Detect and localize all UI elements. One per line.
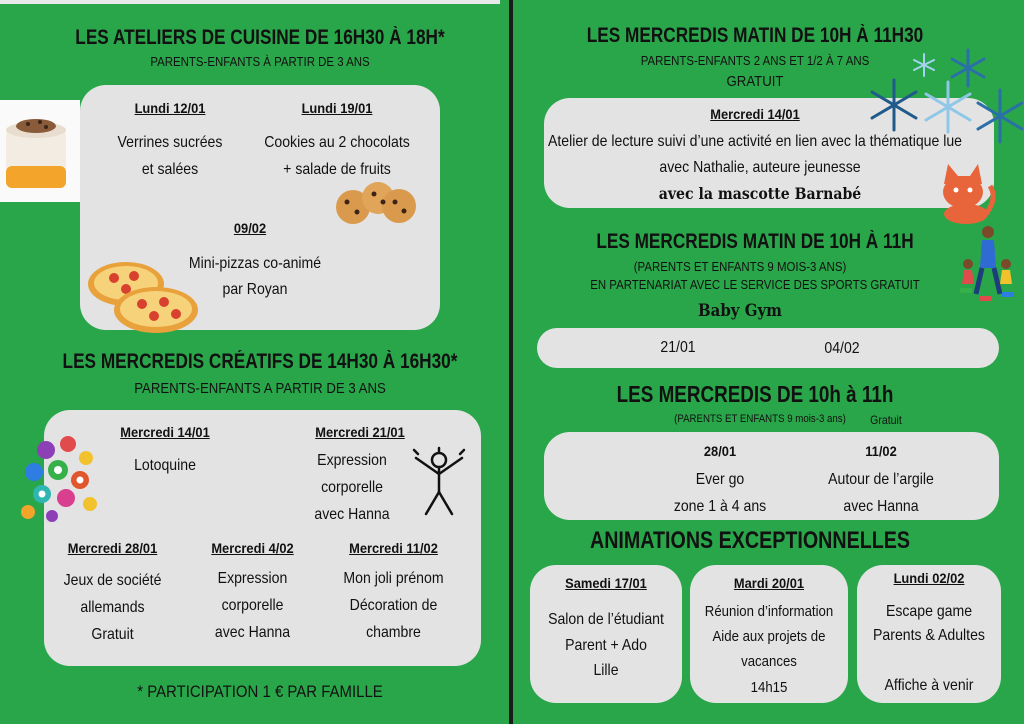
creatifs-item-3-line3: Gratuit <box>91 626 134 643</box>
creatifs-item-3-line2: allemands <box>80 599 145 616</box>
babygym-title: LES MERCREDIS MATIN DE 10H À 11H <box>596 230 914 253</box>
animation-date-3: Lundi 02/02 <box>893 570 965 586</box>
mercredis-item-1-line2: zone 1 à 4 ans <box>673 498 767 515</box>
mercredis-date-1: 28/01 <box>703 443 737 459</box>
babygym-dates-box <box>537 328 999 368</box>
creatifs-date-5: Mercredi 11/02 <box>349 540 438 556</box>
animation-3-line2: Parents & Adultes <box>873 627 985 644</box>
cuisine-item-1-line2: et salées <box>141 161 199 178</box>
creatifs-date-1: Mercredi 14/01 <box>120 424 210 440</box>
mercredis-date-2: 11/02 <box>865 443 897 459</box>
cuisine-date-1: Lundi 12/01 <box>134 100 206 116</box>
lecture-line-1: Atelier de lecture suivi d’une activité en lien avec la thématique lue <box>547 133 963 150</box>
babygym-subtitle-2: EN PARTENARIAT AVEC LE SERVICE DES SPORTS GRATUIT <box>590 277 920 292</box>
animation-3-line3: Affiche à venir <box>884 677 974 694</box>
creatifs-item-2-line3: avec Hanna <box>314 506 390 523</box>
animation-date-2: Mardi 20/01 <box>733 575 805 591</box>
column-divider <box>509 0 513 724</box>
animation-date-1: Samedi 17/01 <box>565 575 647 591</box>
animation-2-line4: 14h15 <box>750 679 788 696</box>
cuisine-title: LES ATELIERS DE CUISINE DE 16H30 À 18H* <box>75 26 445 49</box>
cuisine-subtitle: PARENTS-ENFANTS À PARTIR DE 3 ANS <box>150 54 370 69</box>
lecture-subtitle-2: GRATUIT <box>726 73 784 90</box>
creatifs-item-4-line3: avec Hanna <box>214 624 291 641</box>
mercredis-title: LES MERCREDIS DE 10h à 11h <box>616 381 894 407</box>
creatifs-date-3: Mercredi 28/01 <box>67 540 158 556</box>
creatifs-subtitle: PARENTS-ENFANTS A PARTIR DE 3 ANS <box>134 380 386 397</box>
babygym-name: Baby Gym <box>697 301 782 321</box>
cuisine-item-2-line2: + salade de fruits <box>283 161 391 178</box>
lecture-line-3: avec la mascotte Barnabé <box>658 184 862 203</box>
babygym-date-1: 21/01 <box>660 339 696 356</box>
person-stretch-icon <box>408 446 470 518</box>
cuisine-date-2: Lundi 19/01 <box>301 100 373 116</box>
mercredis-item-2-line1: Autour de l’argile <box>828 471 934 488</box>
creatifs-date-4: Mercredi 4/02 <box>211 540 294 556</box>
cuisine-item-1-line1: Verrines sucrées <box>117 134 223 151</box>
animations-title: ANIMATIONS EXCEPTIONNELLES <box>589 527 911 554</box>
creatifs-item-4-line1: Expression <box>217 570 288 587</box>
mercredis-item-2-line2: avec Hanna <box>843 498 919 515</box>
cuisine-item-2-line1: Cookies au 2 chocolats <box>264 134 410 151</box>
animation-3-line1: Escape game <box>885 603 973 620</box>
cat-mascot-image <box>936 158 998 224</box>
top-rule <box>0 0 500 4</box>
cuisine-item-3-line1: Mini-pizzas co-animé <box>188 255 322 272</box>
animation-1-line1: Salon de l’étudiant <box>548 611 664 628</box>
pizza-image <box>86 258 202 336</box>
lotto-balls-image <box>16 432 106 524</box>
animation-2-line2: Aide aux projets de <box>712 628 826 645</box>
creatifs-item-5-line3: chambre <box>366 624 421 641</box>
creatifs-item-1-line1: Lotoquine <box>134 457 196 474</box>
cuisine-date-3: 09/02 <box>233 220 267 236</box>
verrine-image <box>0 100 80 202</box>
animation-2-line3: vacances <box>741 653 797 670</box>
lecture-title: LES MERCREDIS MATIN DE 10H À 11H30 <box>586 24 924 47</box>
lecture-date: Mercredi 14/01 <box>710 106 800 122</box>
creatifs-item-5-line1: Mon joli prénom <box>343 570 444 587</box>
lecture-line-2: avec Nathalie, auteure jeunesse <box>659 159 861 176</box>
animation-1-line3: Lille <box>593 662 619 679</box>
cookies-image <box>333 180 419 226</box>
babygym-subtitle-1: (PARENTS ET ENFANTS 9 MOIS-3 ANS) <box>633 259 847 274</box>
creatifs-item-3-line1: Jeux de société <box>63 572 162 589</box>
mercredis-subtitle: (PARENTS ET ENFANTS 9 mois-3 ans) <box>674 413 846 425</box>
lecture-subtitle-1: PARENTS-ENFANTS 2 ANS ET 1/2 À 7 ANS <box>640 53 870 68</box>
creatifs-title: LES MERCREDIS CRÉATIFS DE 14H30 À 16H30* <box>62 350 458 373</box>
creatifs-item-2-line2: corporelle <box>321 479 383 496</box>
creatifs-item-4-line2: corporelle <box>221 597 284 614</box>
babygym-date-2: 04/02 <box>824 340 860 357</box>
creatifs-item-2-line1: Expression <box>317 452 387 469</box>
mercredis-item-1-line1: Ever go <box>695 471 745 488</box>
family-gym-image <box>944 222 1024 304</box>
animation-1-line2: Parent + Ado <box>565 637 647 654</box>
creatifs-date-2: Mercredi 21/01 <box>315 424 405 440</box>
mercredis-gratuit: Gratuit <box>870 413 902 427</box>
creatifs-item-5-line2: Décoration de <box>349 597 438 614</box>
cuisine-item-3-line2: par Royan <box>222 281 288 298</box>
animation-2-line1: Réunion d’information <box>704 603 834 620</box>
footnote: * PARTICIPATION 1 € PAR FAMILLE <box>137 682 383 701</box>
